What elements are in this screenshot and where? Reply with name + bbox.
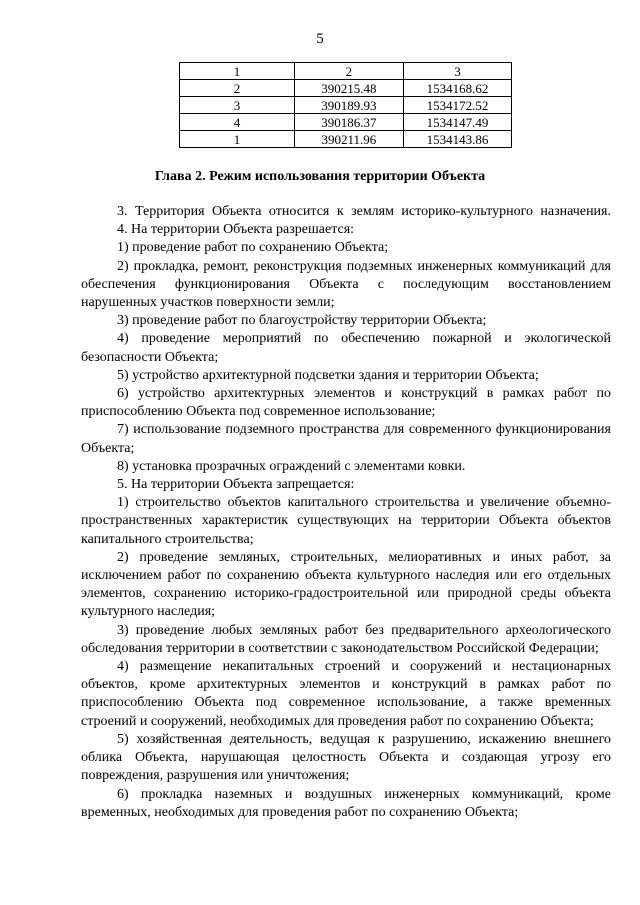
list-item: 1) проведение работ по сохранению Объекта; xyxy=(117,240,389,256)
list-item: 7) использование подземного пространства для современного функционирования Объекта; xyxy=(81,422,611,456)
list-item: 4) размещение некапитальных строений и сооружений и нестационарных объектов, кроме архитектурных элементов и конструкций в рамках работ по приспособлению Объекта под современное использование, а также временных строений и сооружений, необходимых для проведения работ по сохранению Объекта; xyxy=(81,659,611,729)
y-coordinate-cell: 1534143.86 xyxy=(403,131,511,148)
list-item: 1) строительство объектов капитального строительства и увеличение объемно-пространственных характеристик существующих на территории Объекта объектов капитального строительства; xyxy=(81,495,611,547)
point-number-cell: 2 xyxy=(180,80,295,97)
list-item: 4) проведение мероприятий по обеспечению пожарной и экологической безопасности Объекта; xyxy=(81,331,611,365)
paragraph: 5. На территории Объекта запрещается: xyxy=(117,477,355,493)
table-row xyxy=(180,97,512,114)
list-item: 8) установка прозрачных ограждений с элементами ковки. xyxy=(117,458,466,474)
table-header-cell: 2 xyxy=(294,63,403,80)
paragraph: 4. На территории Объекта разрешается: xyxy=(117,222,355,238)
chapter-title: Глава 2. Режим использования территории Объекта xyxy=(154,169,486,184)
y-coordinate-cell: 1534172.52 xyxy=(403,97,511,114)
point-number-cell: 1 xyxy=(180,131,295,148)
list-item: 3) проведение любых земляных работ без предварительного археологического обследования территории в соответствии с законодательством Российской Федерации; xyxy=(81,622,611,656)
x-coordinate-cell: 390189.93 xyxy=(294,97,403,114)
list-item: 6) прокладка наземных и воздушных инженерных коммуникаций, кроме временных, необходимых для проведения работ по сохранению Объекта; xyxy=(81,786,611,820)
y-coordinate-cell: 1534168.62 xyxy=(403,80,511,97)
table-header-row xyxy=(180,63,512,80)
table-header-cell: 1 xyxy=(180,63,295,80)
list-item: 5) хозяйственная деятельность, ведущая к разрушению, искажению внешнего облика Объекта, нарушающая целостность Объекта и создающая угрозу его повреждения, разрушения или уничтожения; xyxy=(81,731,611,784)
coordinates-table xyxy=(179,62,512,148)
table-row xyxy=(180,114,512,131)
list-item: 6) устройство архитектурных элементов и конструкций в рамках работ по приспособлению Объекта под современное использование; xyxy=(81,386,611,420)
x-coordinate-cell: 390215.48 xyxy=(294,80,403,97)
point-number-cell: 3 xyxy=(180,97,295,114)
list-item: 3) проведение работ по благоустройству территории Объекта; xyxy=(117,313,487,329)
y-coordinate-cell: 1534147.49 xyxy=(403,114,511,131)
list-item: 2) проведение земляных, строительных, мелиоративных и иных работ, за исключением работ по сохранению объекта культурного наследия или его отдельных элементов, сохранению историко-градостроительной или природной среды объекта культурного наследия; xyxy=(81,549,611,620)
list-item: 5) устройство архитектурной подсветки здания и территории Объекта; xyxy=(117,367,539,383)
point-number-cell: 4 xyxy=(180,114,295,131)
paragraph: 3. Территория Объекта относится к землям историко-культурного назначения. xyxy=(117,204,611,219)
table-header-cell: 3 xyxy=(403,63,511,80)
table-row xyxy=(180,131,512,148)
x-coordinate-cell: 390211.96 xyxy=(294,131,403,148)
list-item: 2) прокладка, ремонт, реконструкция подземных инженерных коммуникаций для обеспечения функционирования Объекта с последующим восстановлением нарушенных участков поверхности земли; xyxy=(81,258,611,311)
x-coordinate-cell: 390186.37 xyxy=(294,114,403,131)
page-number: 5 xyxy=(316,31,324,47)
table-row xyxy=(180,80,512,97)
document-body xyxy=(81,203,611,822)
